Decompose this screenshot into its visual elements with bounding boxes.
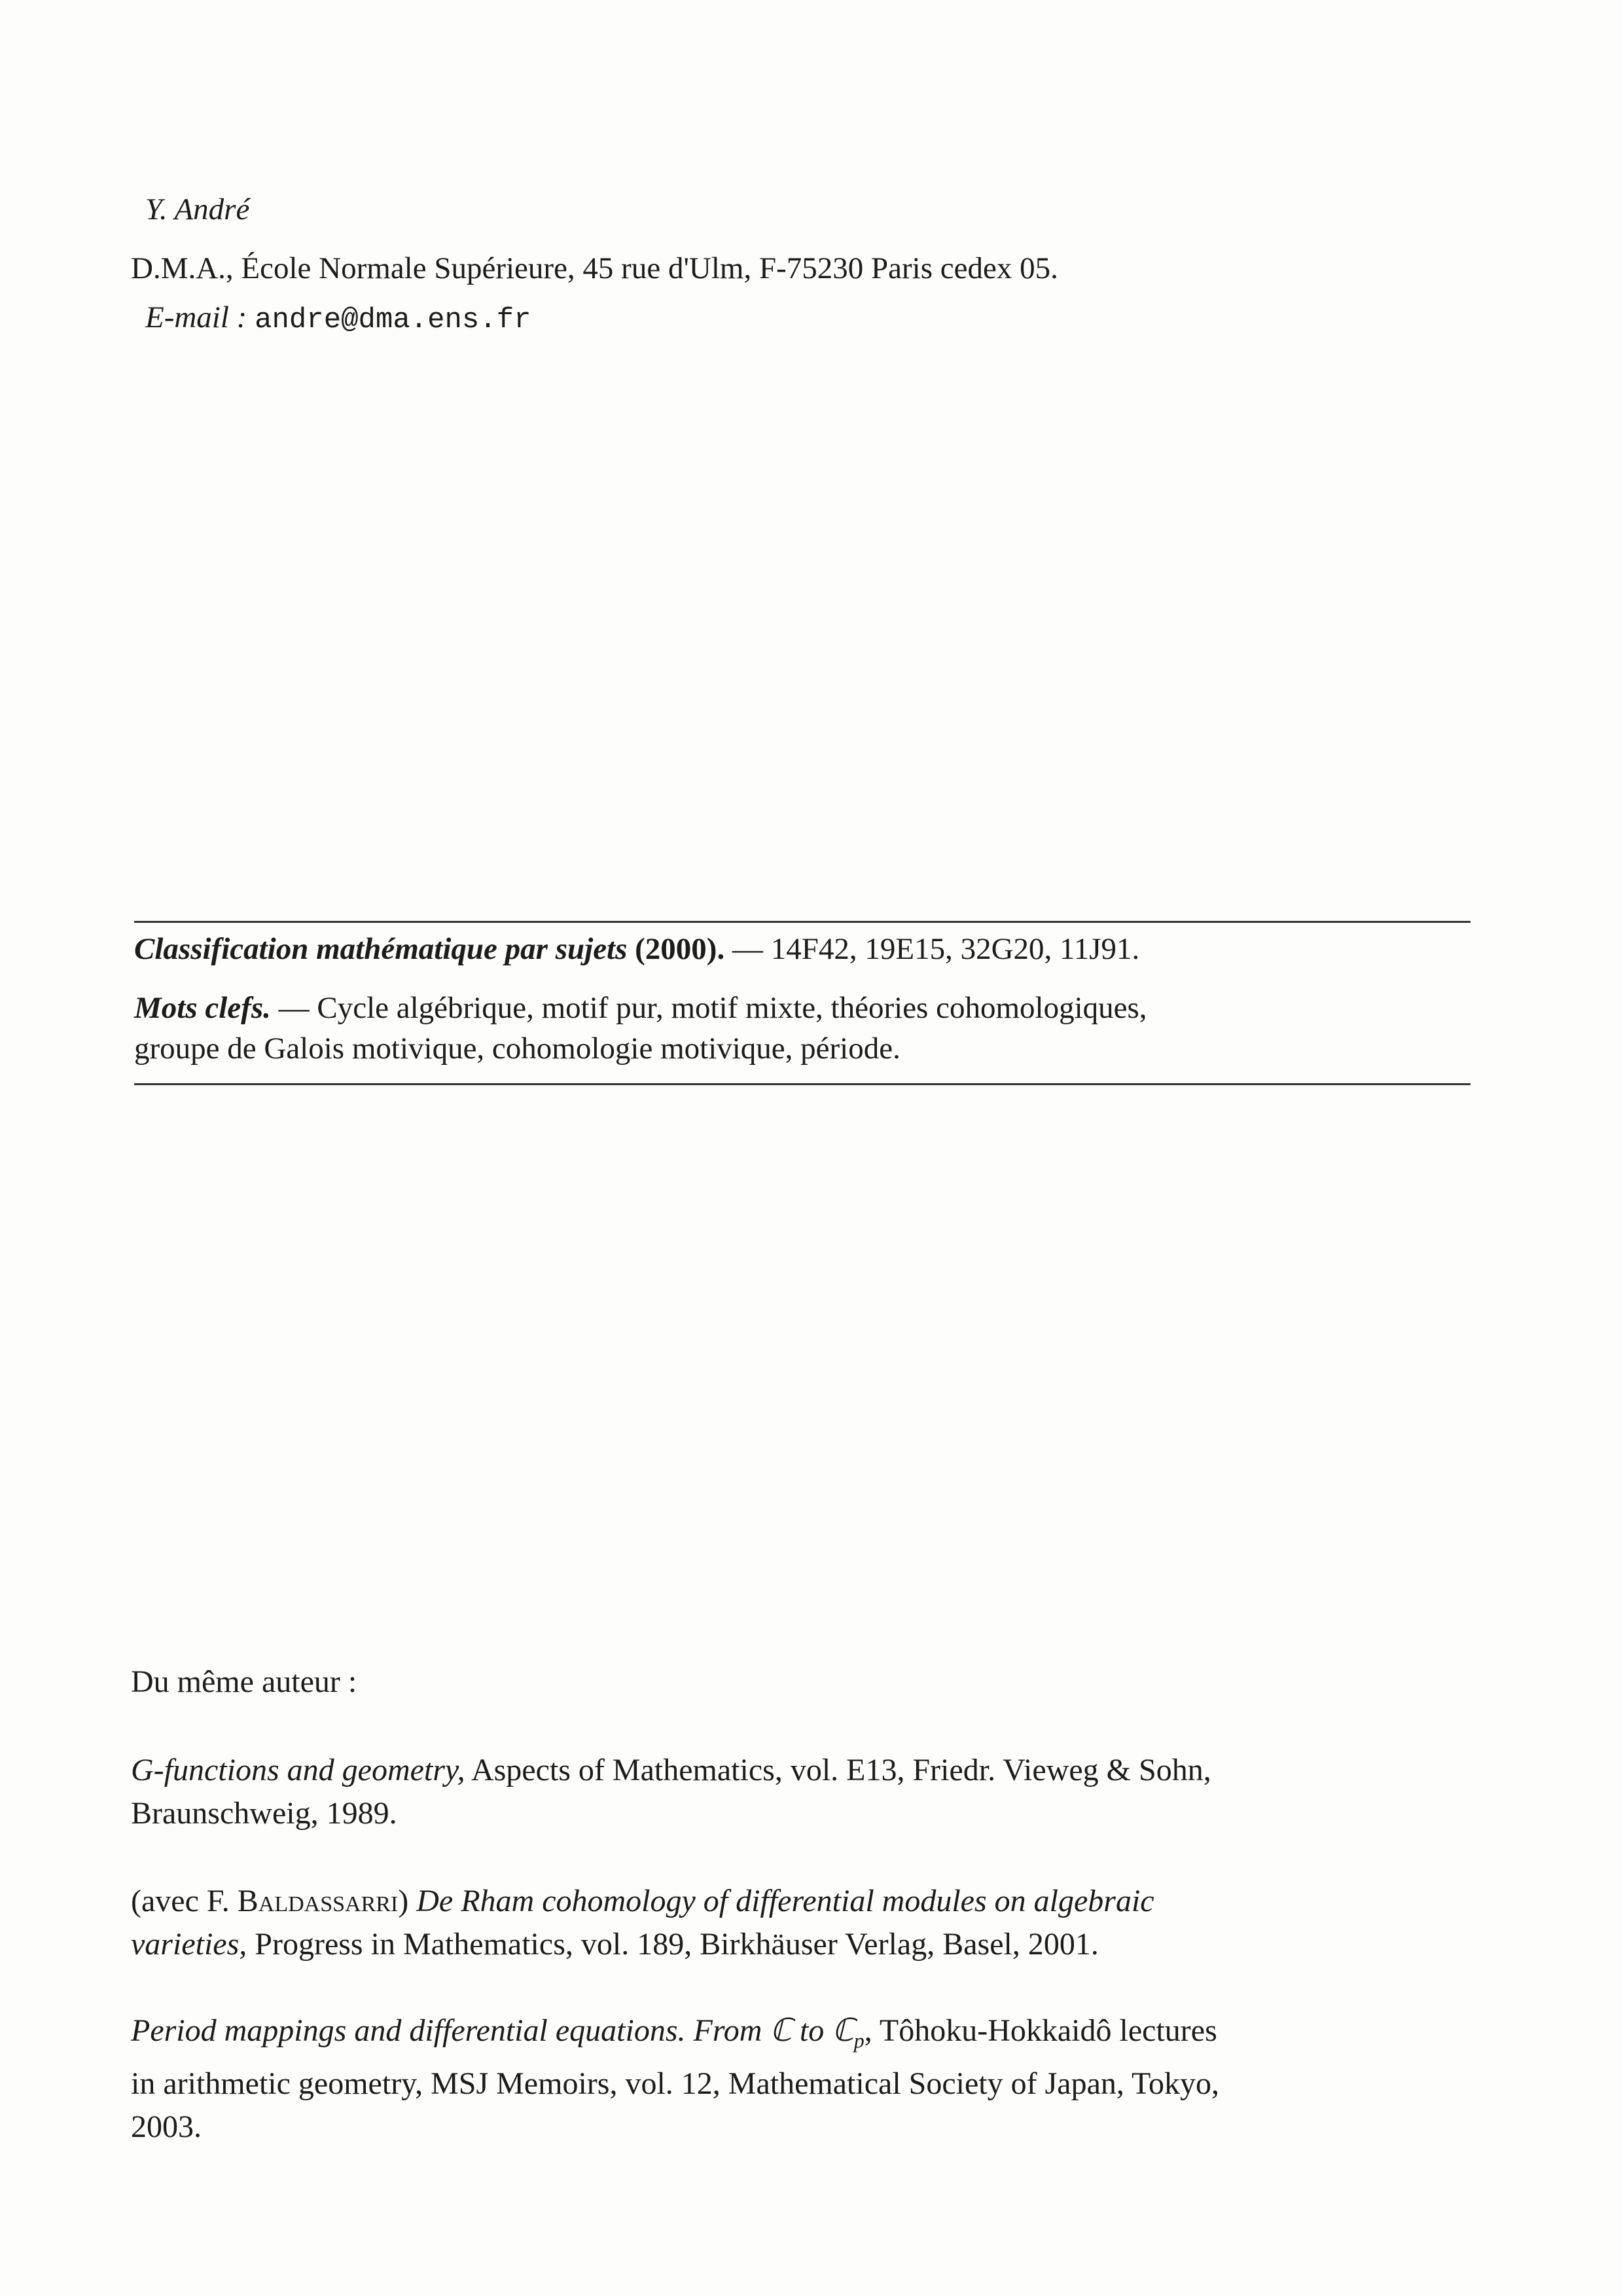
work-details-line-2: in arithmetic geometry, MSJ Memoirs, vol. 12, Mathematical Society of Japan, Tokyo, <box>131 2066 1220 2101</box>
classification-dash: — <box>732 932 763 966</box>
bibliography-entry <box>131 2009 1469 2149</box>
work-title: Period mappings and differential equations. From ℂ to ℂ <box>131 2013 854 2048</box>
author-email-line <box>145 298 531 340</box>
bottom-rule <box>134 1083 1471 1085</box>
work-title-subscript: p <box>853 2028 865 2053</box>
author-name: Y. André <box>145 192 250 226</box>
keywords-line-1 <box>134 988 1471 1028</box>
work-title: De Rham cohomology of differential modules on algebraic <box>416 1884 1154 1918</box>
keywords-text-1: Cycle algébrique, motif pur, motif mixte, théories cohomologiques, <box>317 991 1147 1025</box>
email-address: andre@dma.ens.fr <box>255 304 531 336</box>
email-label: E-mail : <box>145 300 247 334</box>
work-coauthor: Baldassarri) <box>237 1884 409 1918</box>
work-details-line-2: Braunschweig, 1989. <box>131 1796 397 1831</box>
work-prefix: (avec F. <box>131 1884 230 1918</box>
work-details-line-3: 2003. <box>131 2109 202 2144</box>
bibliography-entry <box>131 1749 1469 1835</box>
classification-label: Classification mathématique par sujets <box>134 932 628 966</box>
work-details: Progress in Mathematics, vol. 189, Birkhäuser Verlag, Basel, 2001. <box>255 1927 1099 1962</box>
keywords-label: Mots clefs. <box>134 991 271 1025</box>
bibliography-entry <box>131 1880 1469 1966</box>
top-rule <box>134 921 1471 923</box>
author-address: D.M.A., École Normale Supérieure, 45 rue d'Ulm, F-75230 Paris cedex 05. <box>131 251 1058 285</box>
keywords-line-2: groupe de Galois motivique, cohomologie motivique, période. <box>134 1031 901 1066</box>
classification-codes: 14F42, 19E15, 32G20, 11J91. <box>770 932 1140 966</box>
work-details: , Tôhoku-Hokkaidô lectures <box>864 2013 1217 2048</box>
work-details: Aspects of Mathematics, vol. E13, Friedr. Vieweg & Sohn, <box>471 1753 1211 1787</box>
work-title: G-functions and geometry, <box>131 1753 465 1787</box>
same-author-heading: Du même auteur : <box>131 1664 357 1699</box>
classification-year: (2000). <box>635 932 725 966</box>
classification-line <box>134 929 1139 969</box>
work-title-line-2: varieties, <box>131 1927 247 1962</box>
keywords-dash: — <box>278 991 310 1025</box>
